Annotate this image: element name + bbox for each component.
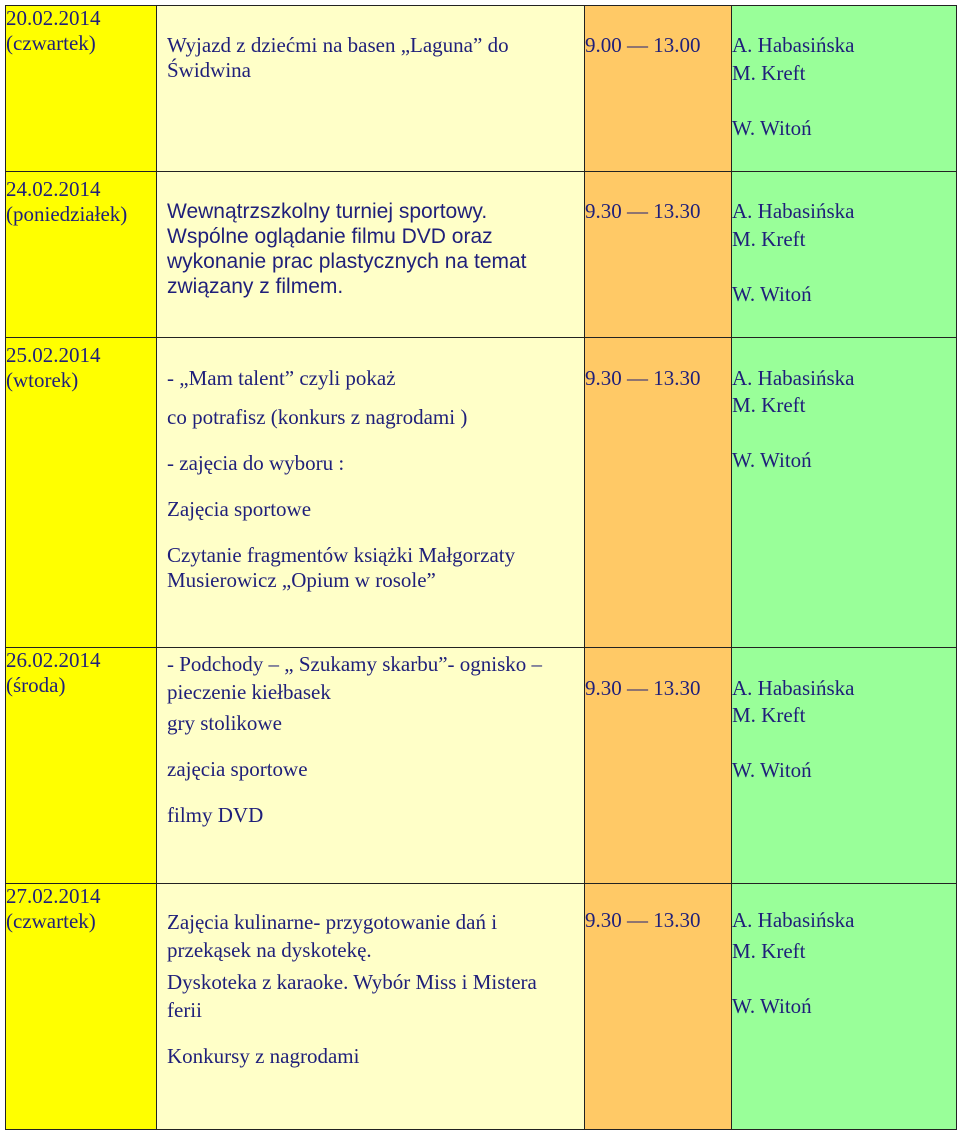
activity-cell (157, 884, 585, 1130)
date: 24.02.2014 (6, 177, 101, 201)
activity-item: Wyjazd z dziećmi na basen „Laguna” do Świdwina (167, 33, 509, 82)
date-cell (6, 172, 157, 338)
time-range: 9.00 — 13.00 (585, 33, 701, 57)
time-cell (585, 338, 732, 648)
staff-cell (732, 648, 957, 884)
staff-name: M. Kreft (732, 393, 806, 417)
day-of-week: (środa) (6, 673, 66, 697)
activity-item: Zajęcia sportowe (167, 497, 312, 521)
staff-name: A. Habasińska (732, 676, 855, 700)
table-row (6, 648, 957, 884)
date: 20.02.2014 (6, 6, 101, 30)
activity-item: co potrafisz (konkurs z nagrodami ) (167, 405, 468, 429)
table-row (6, 6, 957, 172)
time-range: 9.30 — 13.30 (585, 366, 701, 390)
staff-cell (732, 884, 957, 1130)
time-range: 9.30 — 13.30 (585, 199, 701, 223)
date-cell (6, 884, 157, 1130)
date-cell (6, 648, 157, 884)
date: 27.02.2014 (6, 884, 101, 908)
day-of-week: (poniedziałek) (6, 202, 128, 226)
activity-item: Konkursy z nagrodami (167, 1044, 360, 1068)
activity-item: Czytanie fragmentów książki Małgorzaty Musierowicz „Opium w rosole” (167, 543, 516, 592)
staff-name: W. Witoń (732, 116, 812, 140)
table-row (6, 884, 957, 1130)
activity-item: - Podchody – „ Szukamy skarbu”- ognisko – pieczenie kiełbasek (167, 652, 543, 704)
activity-cell (157, 6, 585, 172)
date: 26.02.2014 (6, 648, 101, 672)
time-cell (585, 884, 732, 1130)
activity-cell (157, 648, 585, 884)
staff-name: A. Habasińska (732, 366, 855, 390)
table-row (6, 338, 957, 648)
staff-name: M. Kreft (732, 939, 806, 963)
staff-name: W. Witoń (732, 282, 812, 306)
time-range: 9.30 — 13.30 (585, 676, 701, 700)
staff-name: W. Witoń (732, 994, 812, 1018)
activity-item: - „Mam talent” czyli pokaż (167, 366, 396, 390)
activity-cell (157, 172, 585, 338)
date-cell (6, 338, 157, 648)
activity-item: Zajęcia kulinarne- przygotowanie dań i przekąsek na dyskotekę. (167, 910, 498, 962)
staff-cell (732, 338, 957, 648)
activity-item: Dyskoteka z karaoke. Wybór Miss i Mistera ferii (167, 970, 537, 1022)
date-cell (6, 6, 157, 172)
day-of-week: (czwartek) (6, 31, 96, 55)
activity-item: gry stolikowe (167, 711, 282, 735)
staff-name: A. Habasińska (732, 199, 855, 223)
table-row (6, 172, 957, 338)
staff-name: M. Kreft (732, 227, 806, 251)
time-range: 9.30 — 13.30 (585, 908, 701, 932)
activity-item: - zajęcia do wyboru : (167, 451, 345, 475)
time-cell (585, 172, 732, 338)
time-cell (585, 648, 732, 884)
activity-item: Wewnątrzszkolny turniej sportowy. Wspólne oglądanie filmu DVD oraz wykonanie prac plastycznych na temat związany z filmem. (167, 200, 527, 298)
time-cell (585, 6, 732, 172)
staff-name: W. Witoń (732, 758, 812, 782)
day-of-week: (czwartek) (6, 909, 96, 933)
staff-name: M. Kreft (732, 61, 806, 85)
staff-name: A. Habasińska (732, 33, 855, 57)
activity-item: zajęcia sportowe (167, 757, 308, 781)
staff-cell (732, 6, 957, 172)
schedule-table (5, 5, 957, 1130)
staff-name: W. Witoń (732, 448, 812, 472)
date: 25.02.2014 (6, 343, 101, 367)
staff-name: M. Kreft (732, 703, 806, 727)
staff-name: A. Habasińska (732, 908, 855, 932)
activity-cell (157, 338, 585, 648)
day-of-week: (wtorek) (6, 368, 79, 392)
staff-cell (732, 172, 957, 338)
activity-item: filmy DVD (167, 803, 264, 827)
